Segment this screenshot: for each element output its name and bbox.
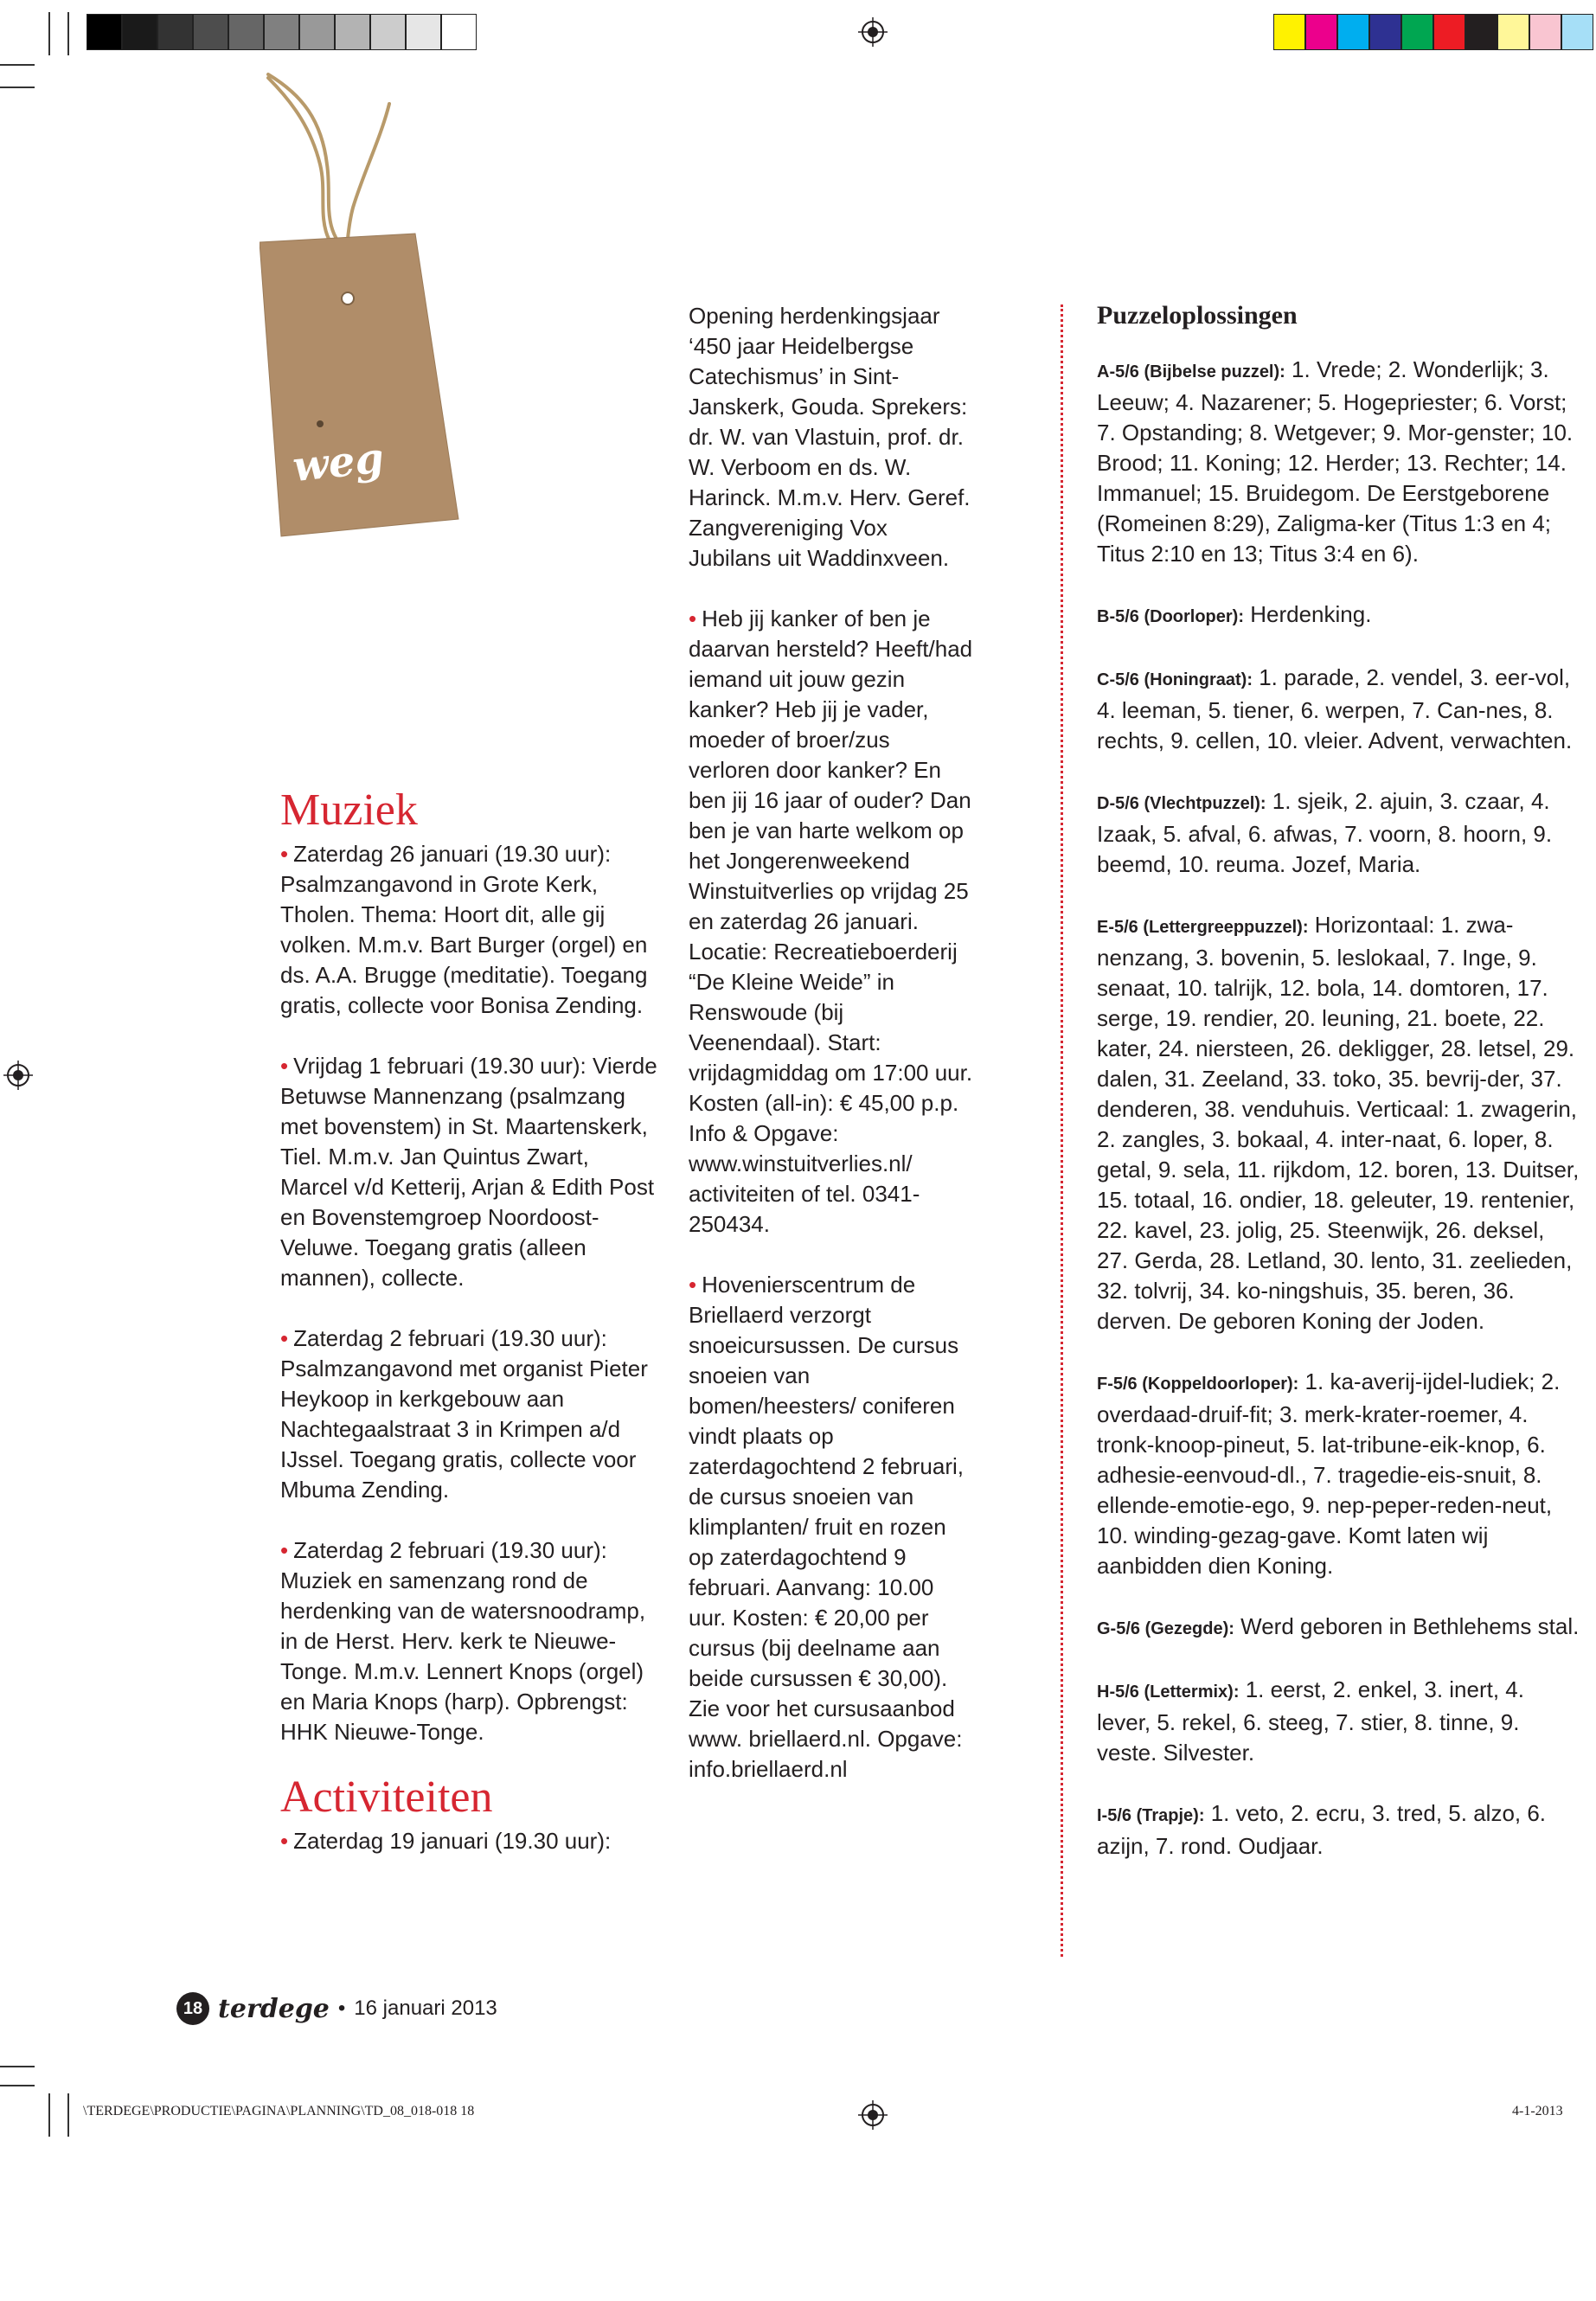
color-swatch [157,14,193,50]
issue-date: 16 januari 2013 [354,1997,497,2020]
crop-mark-top-left-v2 [67,12,69,55]
page-number: 18 [176,1992,209,2025]
music-column [280,785,661,1856]
music-item-4: • Zaterdag 2 februari (19.30 uur): Muziek en samenzang rond de herdenking van de watersnoodramp, in de Herst. Herv. kerk te Nieuwe-Tonge. M.m.v. Lennert Knops (orgel) en Maria Knops (harp). Opbrengst: HHK Nieuwe-Tonge. [280,1535,661,1747]
color-swatch [1273,14,1305,50]
puzzle-solution-text: 1. ka-averij-ijdel-ludiek; 2. overdaad-druif-fit; 3. merk-krater-roemer, 4. tronk-knoop-pineut, 5. lat-tribune-eik-knop, 6. adhesie-eenvoud-dl., 7. tragedie-eis-snuit, 8. ellende-emotie-ego, 9. nep-peper-reden-neut, 10. winding-gezag-gave. Komt laten wij aanbidden dien Koning. [1097,1368,1561,1579]
music-item-2: • Vrijdag 1 februari (19.30 uur): Vierde Betuwse Mannenzang (psalmzang met bovenstem) in St. Maartenskerk, Tiel. M.m.v. Jan Quintus Zwart, Marcel v/d Ketterij, Arjan & Edith Post en Bovenstemgroep Noordoost-Veluwe. Toegang gratis (alleen mannen), collecte. [280,1051,661,1293]
color-swatch [193,14,228,50]
column-divider [1061,304,1063,1957]
color-swatch [299,14,335,50]
color-swatch [122,14,157,50]
footer-separator: • [337,1997,346,2020]
puzzle-solution-8 [1097,1675,1581,1768]
music-item-1: • Zaterdag 26 januari (19.30 uur): Psalmzangavond in Grote Kerk, Tholen. Thema: Hoort dit, alle gij volken. M.m.v. Bart Burger (orgel) en ds. A.A. Brugge (meditatie). Toegang gratis, collecte voor Bonisa Zending. [280,839,661,1021]
crop-mark-bottom-left-v [48,2093,50,2137]
color-swatch [1561,14,1593,50]
color-swatch [1401,14,1433,50]
kraft-tag-illustration [260,69,519,554]
activities-heading: Activiteiten [280,1772,493,1822]
crop-mark-bottom-left-h2 [0,2085,35,2086]
activity-item-1-start: • Zaterdag 19 januari (19.30 uur): [280,1826,661,1856]
puzzle-solution-2 [1097,599,1581,632]
music-item-3: • Zaterdag 2 februari (19.30 uur): Psalmzangavond met organist Pieter Heykoop in kerkgebouw aan Nachtegaalstraat 3 in Krimpen a/d IJssel. Toegang gratis, collecte voor Mbuma Zending. [280,1324,661,1505]
color-swatch [1529,14,1561,50]
production-slug: \TERDEGE\PRODUCTIE\PAGINA\PLANNING\TD_08_018-018 18 [83,2104,475,2118]
puzzle-solution-6 [1097,1367,1581,1581]
puzzle-solution-label: G-5/6 (Gezegde): [1097,1619,1234,1638]
puzzle-solution-label: C-5/6 (Honingraat): [1097,670,1253,689]
color-swatch [370,14,406,50]
tag-body [260,234,458,536]
puzzle-solution-text: 1. Vrede; 2. Wonderlijk; 3. Leeuw; 4. Nazarener; 5. Hogepriester; 6. Vorst; 7. Opstanding; 8. Wetgever; 9. Mor-genster; 10. Brood; 11. Koning; 12. Herder; 13. Rechter; 14. Immanuel; 15. Bruidegom. De Eerstgeborene (Romeinen 8:29), Zaligma-ker (Titus 1:3 en 4; Titus 2:10 en 13; Titus 3:4 en 6). [1097,356,1574,567]
puzzle-solution-label: B-5/6 (Doorloper): [1097,607,1244,626]
puzzle-solution-7 [1097,1612,1581,1644]
puzzle-solution-text: Werd geboren in Bethlehems stal. [1234,1613,1580,1639]
puzzle-solution-label: F-5/6 (Koppeldoorloper): [1097,1375,1299,1394]
registration-mark-bottom-icon [858,2100,888,2130]
puzzle-solutions-list [1097,355,1581,1862]
crop-mark-top-left-h2 [0,87,35,88]
color-swatch [87,14,122,50]
puzzle-solution-5 [1097,910,1581,1336]
color-swatch [335,14,370,50]
color-swatch [1305,14,1337,50]
music-heading: Muziek [280,785,418,835]
crop-mark-top-left-h [0,64,35,66]
puzzle-solution-text: 1. sjeik, 2. ajuin, 3. czaar, 4. Izaak, 5. afval, 6. afwas, 7. voorn, 8. hoorn, 9. beemd, 10. reuma. Jozef, Maria. [1097,788,1553,877]
crop-mark-bottom-left-v2 [67,2093,69,2137]
puzzle-solution-3 [1097,663,1581,756]
puzzle-solution-label: E-5/6 (Lettergreeppuzzel): [1097,918,1309,937]
crop-mark-bottom-left-h [0,2066,35,2067]
color-swatch [228,14,264,50]
color-swatch [441,14,477,50]
color-swatch [1465,14,1497,50]
magazine-logo: terdege [218,1993,330,2024]
puzzle-solution-text: Herdenking. [1244,601,1372,627]
color-swatch [1337,14,1369,50]
puzzle-solution-label: A-5/6 (Bijbelse puzzel): [1097,362,1285,381]
puzzle-solution-4 [1097,786,1581,880]
color-swatch [406,14,441,50]
print-date: 4-1-2013 [1512,2104,1563,2118]
crop-mark-top-left-v [48,12,50,55]
tag-label: weg [290,433,387,492]
activity-item-3: • Hovenierscentrum de Briellaerd verzorgt snoeicursussen. De cursus snoeien van bomen/heesters/ coniferen vindt plaats op zaterdagochtend 2 februari, de cursus snoeien van klimplanten/ fruit en rozen op zaterdagochtend 9 februari. Aanvang: 10.00 uur. Kosten: € 20,00 per cursus (bij deelname aan beide cursussen € 30,00). Zie voor het cursusaanbod www. briellaerd.nl. Opgave: info.briellaerd.nl [689,1270,974,1785]
puzzle-solution-label: D-5/6 (Vlechtpuzzel): [1097,794,1266,813]
puzzle-solution-1 [1097,355,1581,569]
activity-item-2: • Heb jij kanker of ben je daarvan hersteld? Heeft/had iemand uit jouw gezin kanker? Heb jij je vader, moeder of broer/zus verloren door kanker? En ben jij 16 jaar of ouder? Dan ben je van harte welkom op het Jongerenweekend Winstuitverlies op vrijdag 25 en zaterdag 26 januari. Locatie: Recreatieboerderij “De Kleine Weide” in Renswoude (bij Veenendaal). Start: vrijdagmiddag om 17:00 uur. Kosten (all-in): € 45,00 p.p. Info & Opgave: www.winstuitverlies.nl/ activiteiten of tel. 0341-250434. [689,604,974,1240]
puzzle-solution-text: 1. veto, 2. ecru, 3. tred, 5. alzo, 6. azijn, 7. rond. Oudjaar. [1097,1800,1547,1859]
puzzle-solution-text: 1. parade, 2. vendel, 3. eer-vol, 4. leeman, 5. tiener, 6. werpen, 7. Can-nes, 8. rechts, 9. cellen, 10. vleier. Advent, verwachten. [1097,664,1573,753]
puzzle-solution-9 [1097,1798,1581,1862]
color-swatch [1497,14,1529,50]
activity-item-1-continuation: Opening herdenkingsjaar ‘450 jaar Heidelbergse Catechismus’ in Sint-Janskerk, Gouda. Sprekers: dr. W. van Vlastuin, prof. dr. W. Verboom en ds. W. Harinck. M.m.v. Herv. Geref. Zangvereniging Vox Jubilans uit Waddinxveen. [689,303,971,571]
registration-mark-top-icon [858,17,888,47]
puzzle-solution-text: Horizontaal: 1. zwa-nenzang, 3. bovenin, 5. leslokaal, 7. Inge, 9. senaat, 10. talrijk, 12. bola, 14. domtoren, 17. serge, 19. rendier, 20. leuning, 21. boete, 22. kater, 24. niersteen, 26. dekligger, 28. letsel, 29. dalen, 31. Zeeland, 33. toko, 35. bevrij-der, 37. denderen, 38. venduhuis. Verticaal: 1. zwagerin, 2. zangles, 3. bokaal, 4. inter-naat, 6. loper, 8. getal, 9. sela, 11. rijkdom, 12. boren, 13. Duitser, 15. totaal, 16. ondier, 18. geleuter, 19. rentenier, 22. kavel, 23. jolig, 25. Steenwijk, 26. deksel, 27. Gerda, 28. Letland, 30. lento, 31. zeelieden, 32. tolvrij, 34. ko-ningshuis, 35. beren, 36. derven. De geboren Koning der Joden. [1097,912,1580,1334]
page-footer [176,1991,497,2026]
puzzle-solutions-heading: Puzzeloplossingen [1097,301,1298,330]
puzzle-solution-text: 1. eerst, 2. enkel, 3. inert, 4. lever, 5. rekel, 6. steeg, 7. stier, 8. tinne, 9. veste. Silvester. [1097,1676,1524,1766]
color-swatch [1433,14,1465,50]
puzzle-solution-label: H-5/6 (Lettermix): [1097,1682,1240,1702]
puzzle-solution-label: I-5/6 (Trapje): [1097,1806,1205,1825]
puzzle-solutions-column [1097,299,1581,1862]
color-swatch [1369,14,1401,50]
registration-mark-left-icon [3,1061,33,1090]
color-swatch [264,14,299,50]
activities-column [689,301,974,1785]
